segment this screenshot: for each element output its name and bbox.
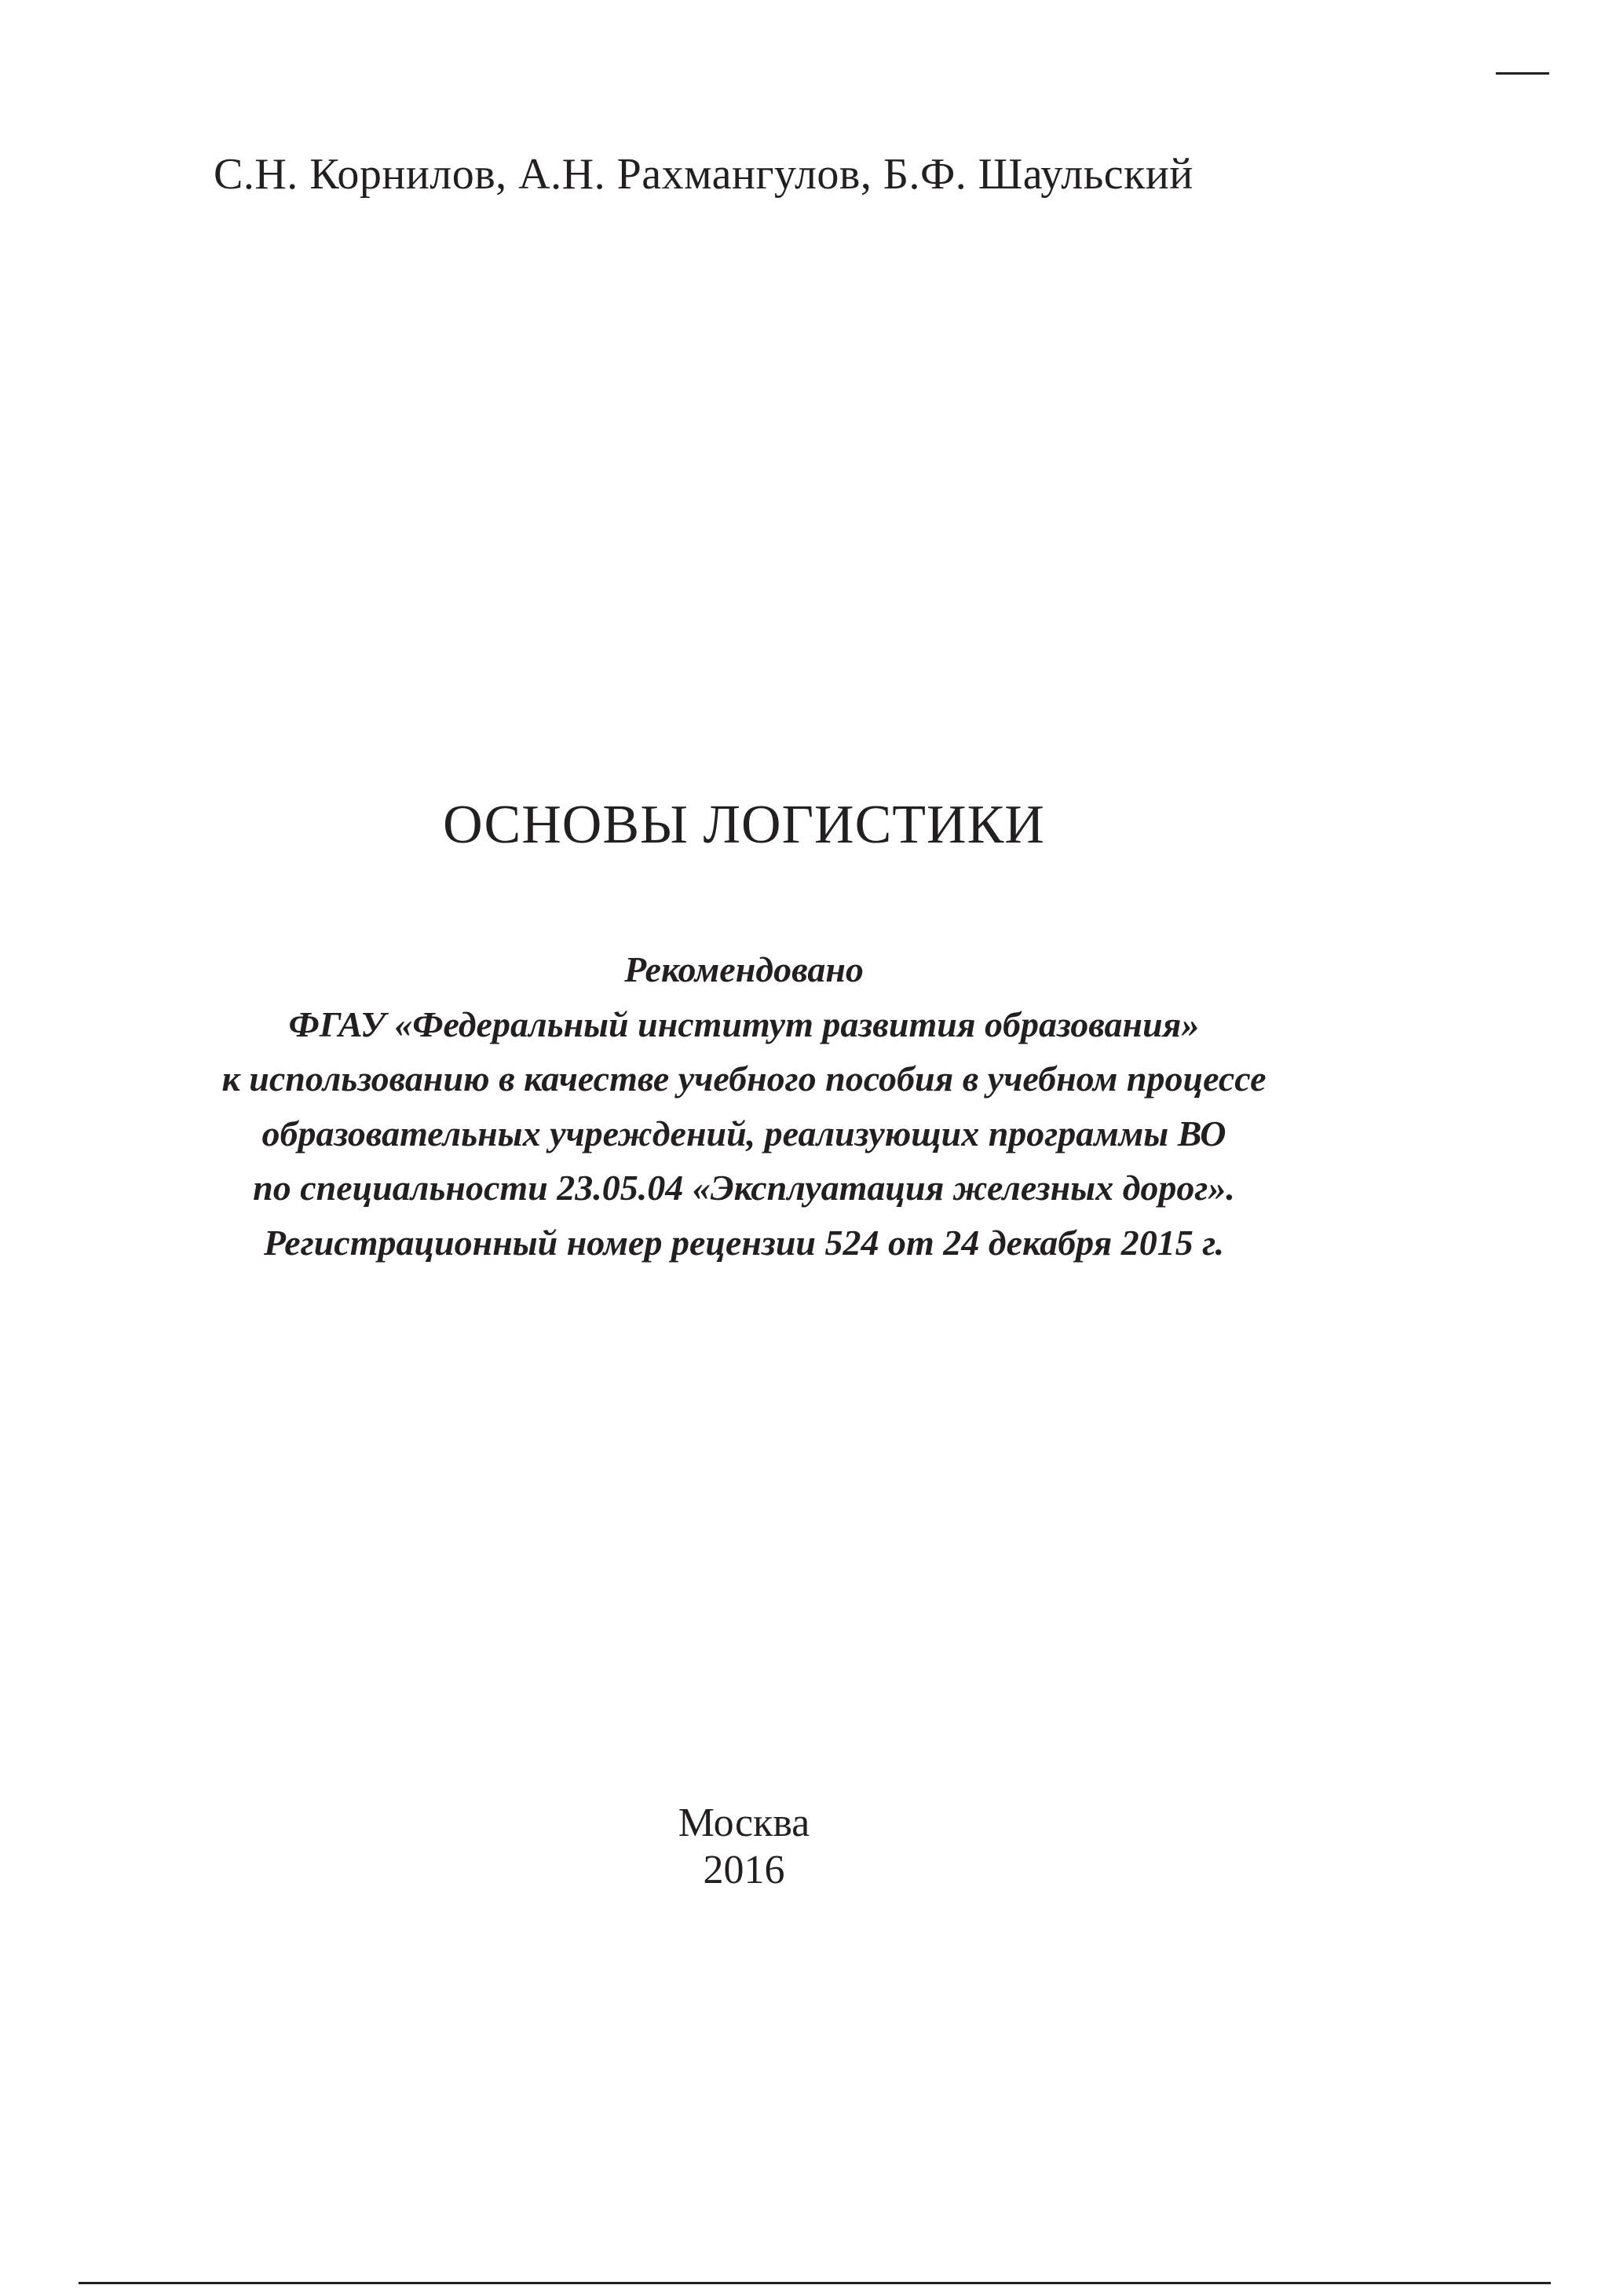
recommendation-line-4: образовательных учреждений, реализующих программы ВО (261, 1113, 1226, 1153)
recommendation-line-6: Регистрационный номер рецензии 524 от 24 декабря 2015 г. (263, 1222, 1225, 1263)
recommendation-line-3: к использованию в качестве учебного пособия в учебном процессе (221, 1058, 1267, 1099)
recommendation-line-2: ФГАУ «Федеральный институт развития образования» (288, 1004, 1200, 1044)
imprint-city: Москва (678, 1801, 810, 1845)
book-title: ОСНОВЫ ЛОГИСТИКИ (443, 795, 1045, 855)
authors-line: С.Н. Корнилов, А.Н. Рахмангулов, Б.Ф. Шаульский (214, 150, 1193, 199)
imprint-block (0, 1800, 1488, 1894)
recommendation-line-5: по специальности 23.05.04 «Эксплуатация железных дорог». (253, 1168, 1235, 1208)
imprint-year: 2016 (703, 1848, 785, 1892)
corner-crop-mark (1496, 72, 1549, 75)
bottom-rule (79, 2282, 1551, 2284)
recommendation-block (0, 942, 1488, 1270)
recommendation-line-1: Рекомендовано (624, 949, 864, 989)
